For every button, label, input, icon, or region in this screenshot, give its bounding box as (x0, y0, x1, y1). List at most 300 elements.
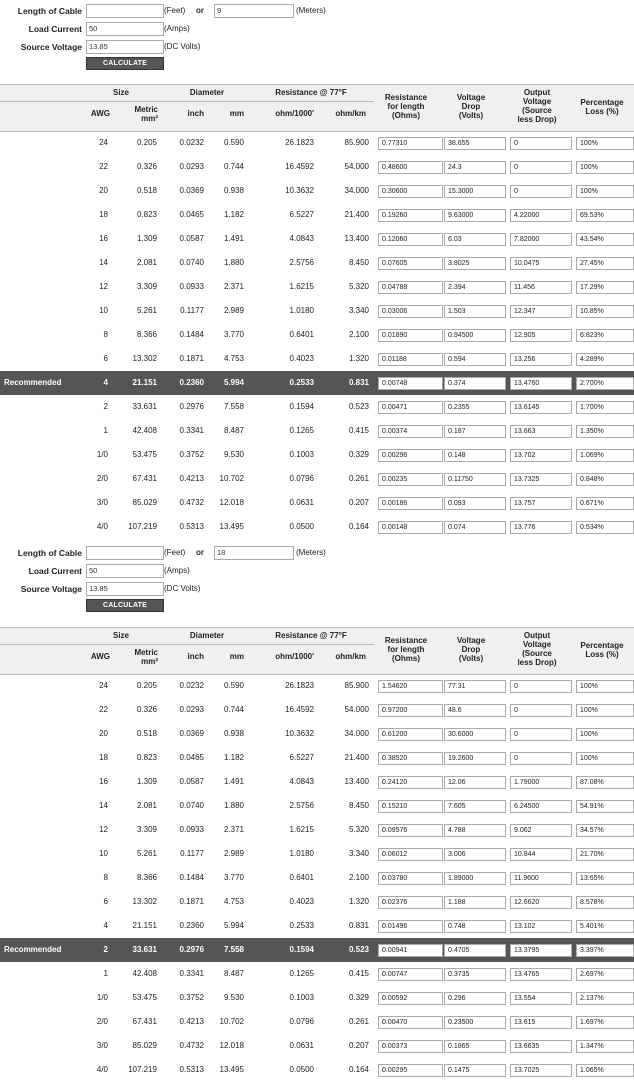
resistance-length-field[interactable]: 0.30600 (378, 185, 443, 198)
metric-cell: 53.475 (132, 450, 157, 459)
table-header (0, 84, 634, 132)
resistance-length-field[interactable]: 0.00235 (378, 473, 443, 486)
calculate-button[interactable]: CALCULATE (86, 57, 164, 70)
resistance-length-header-line: (Ohms) (392, 111, 420, 120)
resistance-length-field[interactable]: 0.06012 (378, 848, 443, 861)
mm-cell: 4.753 (223, 897, 244, 906)
percentage-loss-field[interactable]: 0.534% (576, 521, 634, 534)
percentage-loss-field[interactable]: 69.53% (576, 209, 634, 222)
diameter-header: Diameter (189, 631, 225, 640)
metric-cell: 5.261 (136, 306, 157, 315)
voltage-drop-field[interactable]: 24.3 (444, 161, 506, 174)
voltage-drop-field[interactable]: 0.11750 (444, 473, 506, 486)
awg-cell: 12 (99, 282, 108, 291)
ohm1000-cell: 0.0796 (289, 474, 314, 483)
awg-cell: 1 (103, 969, 108, 978)
output-voltage-field[interactable]: 0 (510, 728, 572, 741)
length-feet-input[interactable] (86, 546, 164, 560)
or-label: or (196, 548, 204, 557)
awg-cell: 22 (99, 162, 108, 171)
inch-cell: 0.0293 (179, 162, 204, 171)
voltage-drop-header-line: Voltage (456, 93, 486, 102)
voltage-drop-field[interactable]: 0.1475 (444, 1064, 506, 1077)
metric-cell: 85.029 (132, 1041, 157, 1050)
resistance-length-field[interactable]: 1.54620 (378, 680, 443, 693)
voltage-drop-field[interactable]: 0.1865 (444, 1040, 506, 1053)
inch-cell: 0.5313 (179, 1065, 204, 1074)
output-voltage-field[interactable]: 10.844 (510, 848, 572, 861)
percentage-loss-field[interactable]: 100% (576, 161, 634, 174)
output-voltage-field[interactable]: 11.9600 (510, 872, 572, 885)
metric-header-line1: Metric (134, 105, 158, 114)
ohmkm-cell: 0.207 (348, 498, 369, 507)
percentage-loss-field[interactable]: 8.578% (576, 896, 634, 909)
calculator-form (0, 4, 634, 67)
mm-cell: 2.989 (223, 849, 244, 858)
voltage-drop-field[interactable]: 1.89000 (444, 872, 506, 885)
output-voltage-header-line: less Drop) (517, 115, 557, 124)
percentage-loss-field[interactable]: 1.700% (576, 401, 634, 414)
ohm1000-cell: 16.4592 (285, 705, 314, 714)
inch-cell: 0.2976 (179, 402, 204, 411)
metric-cell: 0.205 (136, 138, 157, 147)
source-voltage-input[interactable]: 13.85 (86, 582, 164, 596)
resistance-length-field[interactable]: 0.00470 (378, 1016, 443, 1029)
resistance-length-field[interactable]: 0.07605 (378, 257, 443, 270)
mm-cell: 2.371 (223, 282, 244, 291)
percentage-loss-field[interactable]: 2.137% (576, 992, 634, 1005)
resistance-length-field[interactable]: 0.00373 (378, 1040, 443, 1053)
ohm1000-cell: 1.0180 (289, 849, 314, 858)
table-row (0, 275, 634, 299)
voltage-drop-field[interactable]: 0.2355 (444, 401, 506, 414)
ohmkm-cell: 54.000 (344, 162, 369, 171)
resistance-length-field[interactable]: 0.97200 (378, 704, 443, 717)
ohm1000-cell: 10.3632 (285, 186, 314, 195)
voltage-drop-field[interactable]: 0.093 (444, 497, 506, 510)
metric-header (112, 648, 158, 666)
awg-cell: 14 (99, 801, 108, 810)
percentage-loss-field[interactable]: 43.54% (576, 233, 634, 246)
ohmkm-cell: 0.261 (348, 1017, 369, 1026)
voltage-drop-header (444, 636, 498, 663)
inch-cell: 0.0465 (179, 210, 204, 219)
resistance-length-field[interactable]: 0.15210 (378, 800, 443, 813)
awg-cell: 3/0 (96, 498, 108, 507)
awg-cell: 4/0 (96, 522, 108, 531)
percentage-loss-field[interactable]: 1.697% (576, 1016, 634, 1029)
metric-cell: 5.261 (136, 849, 157, 858)
voltage-drop-field[interactable]: 48.6 (444, 704, 506, 717)
output-voltage-header-line: Output (523, 631, 551, 640)
awg-header: AWG (90, 652, 110, 661)
percentage-loss-field[interactable]: 5.401% (576, 920, 634, 933)
output-voltage-field[interactable]: 13.702 (510, 449, 572, 462)
mm-cell: 9.530 (223, 450, 244, 459)
percentage-loss-field[interactable]: 4.289% (576, 353, 634, 366)
ohm1000-cell: 6.5227 (289, 753, 314, 762)
awg-cell: 1/0 (96, 450, 108, 459)
voltage-drop-field[interactable]: 0.296 (444, 992, 506, 1005)
output-voltage-field[interactable]: 13.256 (510, 353, 572, 366)
voltage-drop-field[interactable]: 0.148 (444, 449, 506, 462)
awg-cell: 4 (103, 921, 108, 930)
percentage-loss-field[interactable]: 21.70% (576, 848, 634, 861)
output-voltage-field[interactable]: 13.3795 (510, 944, 572, 957)
output-voltage-field[interactable]: 13.7325 (510, 473, 572, 486)
meters-unit: (Meters) (296, 6, 326, 15)
voltage-drop-field[interactable]: 38.655 (444, 137, 506, 150)
source-voltage-input[interactable]: 13.85 (86, 40, 164, 54)
resistance-length-field[interactable]: 0.01496 (378, 920, 443, 933)
percentage-loss-field[interactable]: 34.57% (576, 824, 634, 837)
metric-cell: 8.366 (136, 330, 157, 339)
percentage-loss-field[interactable]: 2.697% (576, 968, 634, 981)
header-divider (0, 101, 374, 102)
table-row (0, 251, 634, 275)
output-voltage-header-line: (Source (522, 649, 552, 658)
output-voltage-field[interactable]: 12.347 (510, 305, 572, 318)
output-voltage-field[interactable]: 9.062 (510, 824, 572, 837)
voltage-drop-header-line: (Volts) (458, 111, 484, 120)
percentage-loss-field[interactable]: 27.45% (576, 257, 634, 270)
resistance-length-field[interactable]: 0.00296 (378, 449, 443, 462)
percentage-loss-field[interactable]: 100% (576, 185, 634, 198)
mm-header: mm (229, 652, 244, 661)
metric-cell: 0.518 (136, 729, 157, 738)
awg-cell: 4 (103, 378, 108, 387)
ohmkm-cell: 34.000 (344, 186, 369, 195)
percentage-loss-header-line: Loss (%) (585, 650, 619, 659)
percentage-loss-field[interactable]: 100% (576, 728, 634, 741)
voltage-drop-field[interactable]: 0.3735 (444, 968, 506, 981)
percentage-loss-field[interactable]: 87.08% (576, 776, 634, 789)
output-voltage-header (508, 88, 566, 124)
voltage-drop-field[interactable]: 2.394 (444, 281, 506, 294)
output-voltage-field[interactable]: 0 (510, 680, 572, 693)
voltage-drop-field[interactable]: 1.188 (444, 896, 506, 909)
mm-cell: 3.770 (223, 330, 244, 339)
length-meters-input[interactable]: 9 (214, 4, 294, 18)
voltage-row (0, 582, 634, 596)
awg-cell: 1/0 (96, 993, 108, 1002)
voltage-drop-field[interactable]: 0.748 (444, 920, 506, 933)
load-row (0, 564, 634, 578)
amps-unit: (Amps) (164, 566, 190, 575)
percentage-loss-field[interactable]: 1.347% (576, 1040, 634, 1053)
resistance-length-field[interactable]: 0.00592 (378, 992, 443, 1005)
resistance-length-field[interactable]: 0.00374 (378, 425, 443, 438)
mm-cell: 2.371 (223, 825, 244, 834)
output-voltage-field[interactable]: 13.102 (510, 920, 572, 933)
percentage-loss-field[interactable]: 3.397% (576, 944, 634, 957)
inch-cell: 0.0933 (179, 825, 204, 834)
output-voltage-field[interactable]: 7.82000 (510, 233, 572, 246)
voltage-drop-field[interactable]: 4.788 (444, 824, 506, 837)
voltage-drop-field[interactable]: 30.6000 (444, 728, 506, 741)
metric-cell: 33.631 (132, 945, 157, 954)
table-row (0, 986, 634, 1010)
awg-header: AWG (90, 109, 110, 118)
percentage-loss-field[interactable]: 1.069% (576, 449, 634, 462)
percentage-loss-header (570, 98, 634, 116)
recommended-row (0, 371, 634, 395)
percentage-loss-field[interactable]: 100% (576, 680, 634, 693)
percentage-loss-field[interactable]: 13.65% (576, 872, 634, 885)
resistance-length-field[interactable]: 0.00748 (378, 377, 443, 390)
table-row (0, 323, 634, 347)
inch-cell: 0.0933 (179, 282, 204, 291)
inch-cell: 0.4732 (179, 1041, 204, 1050)
length-feet-input[interactable] (86, 4, 164, 18)
recommended-label: Recommended (4, 945, 62, 954)
mm-cell: 0.744 (223, 162, 244, 171)
mm-cell: 1.182 (223, 210, 244, 219)
output-voltage-field[interactable]: 12.6620 (510, 896, 572, 909)
voltage-drop-field[interactable]: 3.8025 (444, 257, 506, 270)
load-current-input[interactable]: 50 (86, 22, 164, 36)
resistance-length-field[interactable]: 0.12060 (378, 233, 443, 246)
voltage-drop-field[interactable]: 0.94500 (444, 329, 506, 342)
voltage-drop-field[interactable]: 0.187 (444, 425, 506, 438)
voltage-drop-field[interactable]: 1.503 (444, 305, 506, 318)
voltage-drop-field[interactable]: 9.63000 (444, 209, 506, 222)
ohm1000-cell: 4.0843 (289, 234, 314, 243)
output-voltage-field[interactable]: 13.554 (510, 992, 572, 1005)
output-voltage-field[interactable]: 1.79000 (510, 776, 572, 789)
percentage-loss-field[interactable]: 0.848% (576, 473, 634, 486)
ohm1000-cell: 1.6215 (289, 282, 314, 291)
inch-cell: 0.0232 (179, 681, 204, 690)
ohmkm-cell: 0.164 (348, 522, 369, 531)
resistance-length-field[interactable]: 0.00148 (378, 521, 443, 534)
mm-cell: 5.994 (223, 921, 244, 930)
size-header: Size (112, 631, 129, 640)
mm-cell: 4.753 (223, 354, 244, 363)
table-row (0, 818, 634, 842)
metric-cell: 42.408 (132, 426, 157, 435)
inch-cell: 0.0740 (179, 801, 204, 810)
voltage-drop-field[interactable]: 0.594 (444, 353, 506, 366)
table-row (0, 914, 634, 938)
resistance-length-field[interactable]: 0.38520 (378, 752, 443, 765)
awg-cell: 2/0 (96, 474, 108, 483)
output-voltage-field[interactable]: 13.6635 (510, 1040, 572, 1053)
metric-header-line2: mm² (141, 657, 158, 666)
ohmkm-cell: 21.400 (344, 210, 369, 219)
awg-cell: 6 (103, 897, 108, 906)
output-voltage-field[interactable]: 0 (510, 137, 572, 150)
ohm1000-cell: 0.2533 (289, 921, 314, 930)
length-meters-input[interactable]: 18 (214, 546, 294, 560)
percentage-loss-field[interactable]: 100% (576, 137, 634, 150)
table-row (0, 1010, 634, 1034)
ohm1000-cell: 0.6401 (289, 873, 314, 882)
ohmkm-cell: 34.000 (344, 729, 369, 738)
table-row (0, 890, 634, 914)
resistance-length-header-line: Resistance (384, 636, 428, 645)
ohmkm-cell: 8.450 (348, 801, 369, 810)
inch-cell: 0.0293 (179, 705, 204, 714)
voltage-drop-field[interactable]: 3.006 (444, 848, 506, 861)
voltage-drop-field[interactable]: 77.31 (444, 680, 506, 693)
percentage-loss-field[interactable]: 10.85% (576, 305, 634, 318)
table-row (0, 746, 634, 770)
awg-cell: 6 (103, 354, 108, 363)
percentage-loss-field[interactable]: 6.823% (576, 329, 634, 342)
table-row (0, 347, 634, 371)
voltage-drop-field[interactable]: 0.23500 (444, 1016, 506, 1029)
length-label: Length of Cable (17, 548, 82, 558)
percentage-loss-field[interactable]: 1.065% (576, 1064, 634, 1077)
awg-cell: 10 (99, 306, 108, 315)
resistance-length-field[interactable]: 0.09576 (378, 824, 443, 837)
resistance-length-field[interactable]: 0.01188 (378, 353, 443, 366)
table-row (0, 443, 634, 467)
resistance-length-field[interactable]: 0.24120 (378, 776, 443, 789)
voltage-drop-field[interactable]: 19.2600 (444, 752, 506, 765)
voltage-drop-header-line: Drop (461, 645, 481, 654)
metric-cell: 0.205 (136, 681, 157, 690)
voltage-drop-field[interactable]: 7.605 (444, 800, 506, 813)
load-current-input[interactable]: 50 (86, 564, 164, 578)
awg-cell: 16 (99, 777, 108, 786)
resistance-length-field[interactable]: 0.04788 (378, 281, 443, 294)
output-voltage-field[interactable]: 10.0475 (510, 257, 572, 270)
table-row (0, 299, 634, 323)
dcvolts-unit: (DC Volts) (164, 584, 201, 593)
metric-cell: 0.326 (136, 705, 157, 714)
mm-cell: 9.530 (223, 993, 244, 1002)
table-row (0, 722, 634, 746)
recommended-row (0, 938, 634, 962)
output-voltage-field[interactable]: 0 (510, 752, 572, 765)
voltage-drop-field[interactable]: 15.3000 (444, 185, 506, 198)
output-voltage-field[interactable]: 11.456 (510, 281, 572, 294)
resistance-length-field[interactable]: 0.02376 (378, 896, 443, 909)
ohmkm-cell: 21.400 (344, 753, 369, 762)
output-voltage-field[interactable]: 0 (510, 161, 572, 174)
resistance-length-field[interactable]: 0.00747 (378, 968, 443, 981)
ohm1000-cell: 0.4023 (289, 354, 314, 363)
voltage-drop-field[interactable]: 0.074 (444, 521, 506, 534)
voltage-drop-field[interactable]: 6.03 (444, 233, 506, 246)
load-row (0, 22, 634, 36)
resistance-length-field[interactable]: 0.00941 (378, 944, 443, 957)
resistance-length-field[interactable]: 0.48600 (378, 161, 443, 174)
resistance-length-field[interactable]: 0.77310 (378, 137, 443, 150)
metric-cell: 21.151 (132, 921, 157, 930)
inch-cell: 0.1871 (179, 897, 204, 906)
table-row (0, 467, 634, 491)
inch-cell: 0.1871 (179, 354, 204, 363)
ohmkm-cell: 0.523 (348, 402, 369, 411)
percentage-loss-field[interactable]: 17.29% (576, 281, 634, 294)
table-header (0, 627, 634, 675)
percentage-loss-field[interactable]: 2.700% (576, 377, 634, 390)
output-voltage-field[interactable]: 13.615 (510, 1016, 572, 1029)
resistance-length-field[interactable]: 0.01890 (378, 329, 443, 342)
output-voltage-header-line: Voltage (522, 97, 552, 106)
percentage-loss-field[interactable]: 100% (576, 752, 634, 765)
voltage-drop-field[interactable]: 0.374 (444, 377, 506, 390)
inch-header: inch (187, 109, 204, 118)
ohm1000-cell: 0.1003 (289, 993, 314, 1002)
output-voltage-field[interactable]: 0 (510, 704, 572, 717)
ohm1000-header: ohm/1000' (275, 109, 314, 118)
output-voltage-field[interactable]: 13.4760 (510, 377, 572, 390)
load-label: Load Current (28, 24, 82, 34)
mm-cell: 7.558 (223, 945, 244, 954)
ohmkm-cell: 13.400 (344, 777, 369, 786)
percentage-loss-field[interactable]: 1.350% (576, 425, 634, 438)
ohmkm-cell: 2.100 (348, 873, 369, 882)
mm-cell: 8.487 (223, 969, 244, 978)
voltage-label: Source Voltage (20, 584, 82, 594)
awg-cell: 20 (99, 729, 108, 738)
mm-cell: 1.880 (223, 801, 244, 810)
ohmkm-cell: 1.320 (348, 354, 369, 363)
mm-cell: 0.938 (223, 729, 244, 738)
voltage-drop-header-line: (Volts) (458, 654, 484, 663)
ohm1000-cell: 16.4592 (285, 162, 314, 171)
table-row (0, 866, 634, 890)
ohm1000-cell: 0.0631 (289, 498, 314, 507)
calculate-button[interactable]: CALCULATE (86, 599, 164, 612)
calculator-form (0, 546, 634, 609)
resistance-length-field[interactable]: 0.61200 (378, 728, 443, 741)
resistance-length-header-line: for length (387, 645, 425, 654)
resistance-length-field[interactable]: 0.00295 (378, 1064, 443, 1077)
recommended-label: Recommended (4, 378, 62, 387)
output-voltage-field[interactable]: 0 (510, 185, 572, 198)
mm-cell: 0.938 (223, 186, 244, 195)
resistance-length-field[interactable]: 0.00186 (378, 497, 443, 510)
voltage-drop-field[interactable]: 0.4705 (444, 944, 506, 957)
voltage-drop-field[interactable]: 12.06 (444, 776, 506, 789)
awg-cell: 22 (99, 705, 108, 714)
output-voltage-field[interactable]: 12.905 (510, 329, 572, 342)
output-voltage-field[interactable]: 13.7025 (510, 1064, 572, 1077)
output-voltage-field[interactable]: 13.776 (510, 521, 572, 534)
inch-cell: 0.4213 (179, 474, 204, 483)
metric-cell: 8.366 (136, 873, 157, 882)
resistance-length-field[interactable]: 0.03780 (378, 872, 443, 885)
inch-cell: 0.0587 (179, 777, 204, 786)
percentage-loss-field[interactable]: 100% (576, 704, 634, 717)
output-voltage-field[interactable]: 13.757 (510, 497, 572, 510)
output-voltage-field[interactable]: 4.22000 (510, 209, 572, 222)
output-voltage-field[interactable]: 13.4765 (510, 968, 572, 981)
resistance-length-field[interactable]: 0.00471 (378, 401, 443, 414)
inch-cell: 0.3752 (179, 993, 204, 1002)
percentage-loss-field[interactable]: 0.671% (576, 497, 634, 510)
percentage-loss-field[interactable]: 54.91% (576, 800, 634, 813)
percentage-loss-header-line: Percentage (580, 641, 624, 650)
output-voltage-header (508, 631, 566, 667)
output-voltage-field[interactable]: 13.6145 (510, 401, 572, 414)
output-voltage-field[interactable]: 6.24500 (510, 800, 572, 813)
output-voltage-field[interactable]: 13.663 (510, 425, 572, 438)
resistance-length-field[interactable]: 0.19260 (378, 209, 443, 222)
inch-cell: 0.0465 (179, 753, 204, 762)
metric-header-line1: Metric (134, 648, 158, 657)
ohmkm-cell: 0.329 (348, 450, 369, 459)
resistance-length-field[interactable]: 0.03006 (378, 305, 443, 318)
inch-cell: 0.0232 (179, 138, 204, 147)
ohmkm-header: ohm/km (335, 109, 366, 118)
mm-cell: 12.018 (219, 498, 244, 507)
